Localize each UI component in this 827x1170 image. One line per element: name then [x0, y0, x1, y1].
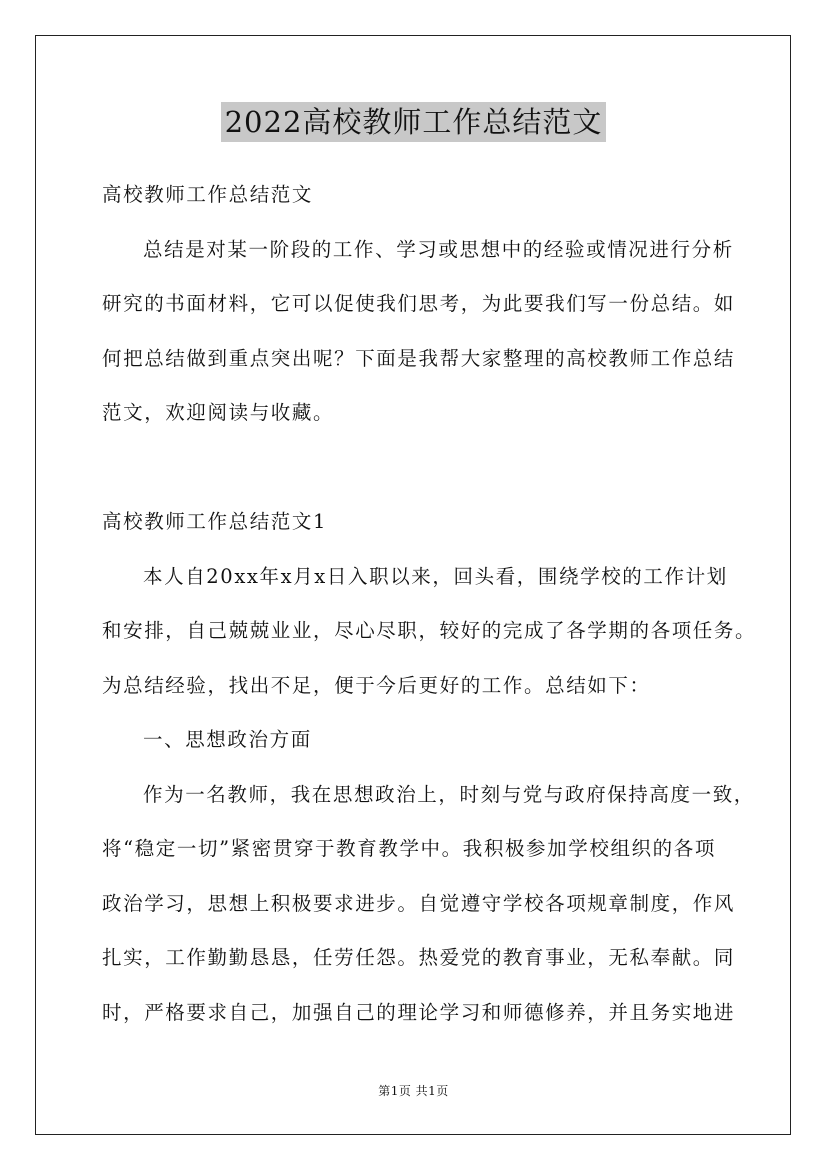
- paragraph-line: 为总结经验，找出不足，便于今后更好的工作。总结如下：: [102, 673, 651, 697]
- paragraph-line: 将“稳定一切”紧密贯穿于教育教学中。我积极参加学校组织的各项: [102, 837, 716, 860]
- paragraph-line: 政治学习，思想上积极要求进步。自觉遵守学校各项规章制度，作风: [102, 891, 736, 915]
- section-heading: 高校教师工作总结范文1: [102, 510, 328, 533]
- section-heading: 高校教师工作总结范文: [102, 183, 314, 206]
- document-title: 2022高校教师工作总结范文: [221, 102, 607, 142]
- subsection-heading: 一、思想政治方面: [143, 728, 312, 751]
- paragraph-line: 和安排，自己兢兢业业，尽心尽职，较好的完成了各学期的各项任务。: [102, 619, 757, 642]
- paragraph-line: 何把总结做到重点突出呢？下面是我帮大家整理的高校教师工作总结: [102, 346, 736, 370]
- paragraph-line: 范文，欢迎阅读与收藏。: [102, 401, 335, 424]
- paragraph-line: 扎实，工作勤勤恳恳，任劳任怨。热爱党的教育事业，无私奉献。同: [102, 946, 736, 969]
- document-body: [102, 168, 757, 1040]
- paragraph-line: 总结是对某一阶段的工作、学习或思想中的经验或情况进行分析: [143, 237, 734, 261]
- paragraph-line: 时，严格要求自己，加强自己的理论学习和师德修养，并且务实地进: [102, 1000, 736, 1024]
- paragraph-line: 作为一名教师，我在思想政治上，时刻与党与政府保持高度一致，: [143, 782, 755, 806]
- title-container: [0, 102, 827, 142]
- paragraph-line: 研究的书面材料，它可以促使我们思考，为此要我们写一份总结。如: [102, 292, 736, 315]
- page-footer: 第1页 共1页: [378, 1084, 449, 1098]
- paragraph-line: 本人自20xx年x月x日入职以来，回头看，围绕学校的工作计划: [143, 564, 728, 588]
- paragraph-gap: [102, 441, 736, 496]
